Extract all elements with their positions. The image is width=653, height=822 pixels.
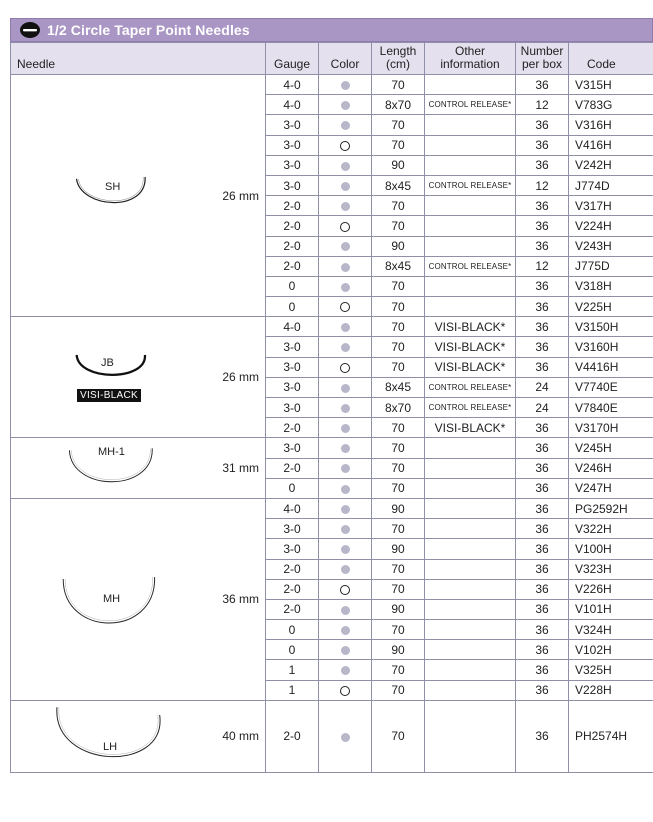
violet-dot-icon bbox=[341, 81, 350, 90]
gauge-cell: 3-0 bbox=[266, 377, 319, 397]
table-row bbox=[11, 317, 653, 337]
color-cell bbox=[319, 559, 372, 579]
needle-cell bbox=[11, 498, 213, 700]
other-info-cell bbox=[425, 640, 516, 660]
violet-dot-icon bbox=[341, 101, 350, 110]
color-cell bbox=[319, 317, 372, 337]
gauge-cell: 0 bbox=[266, 297, 319, 317]
violet-dot-icon bbox=[341, 121, 350, 130]
header-other bbox=[425, 43, 516, 75]
violet-dot-icon bbox=[341, 626, 350, 635]
length-cell: 70 bbox=[372, 680, 425, 700]
other-info-cell bbox=[425, 680, 516, 700]
other-info-cell bbox=[425, 216, 516, 236]
code-cell: V3170H bbox=[569, 418, 653, 438]
undyed-circle-icon bbox=[340, 686, 350, 696]
code-cell: V325H bbox=[569, 660, 653, 680]
length-cell: 90 bbox=[372, 640, 425, 660]
undyed-circle-icon bbox=[340, 585, 350, 595]
color-cell bbox=[319, 398, 372, 418]
gauge-cell: 3-0 bbox=[266, 519, 319, 539]
length-cell: 70 bbox=[372, 276, 425, 296]
color-cell bbox=[319, 498, 372, 518]
code-cell: V224H bbox=[569, 216, 653, 236]
other-info-cell bbox=[425, 559, 516, 579]
number-cell: 36 bbox=[516, 337, 569, 357]
length-cell: 8x45 bbox=[372, 256, 425, 276]
needle-cell bbox=[11, 700, 213, 772]
number-cell: 36 bbox=[516, 438, 569, 458]
color-cell bbox=[319, 438, 372, 458]
color-cell bbox=[319, 337, 372, 357]
code-cell: V322H bbox=[569, 519, 653, 539]
color-cell bbox=[319, 236, 372, 256]
number-cell: 36 bbox=[516, 458, 569, 478]
code-cell: V323H bbox=[569, 559, 653, 579]
color-cell bbox=[319, 579, 372, 599]
number-cell: 36 bbox=[516, 357, 569, 377]
other-info-cell: CONTROL RELEASE* bbox=[425, 256, 516, 276]
needle-type-label: LH bbox=[103, 740, 118, 753]
number-cell: 24 bbox=[516, 377, 569, 397]
gauge-cell: 1 bbox=[266, 660, 319, 680]
number-cell: 36 bbox=[516, 680, 569, 700]
violet-dot-icon bbox=[341, 485, 350, 494]
violet-dot-icon bbox=[341, 283, 350, 292]
length-cell: 70 bbox=[372, 297, 425, 317]
header-gauge: Gauge bbox=[266, 43, 319, 75]
length-cell: 70 bbox=[372, 458, 425, 478]
number-cell: 36 bbox=[516, 297, 569, 317]
color-cell bbox=[319, 357, 372, 377]
other-info-cell bbox=[425, 660, 516, 680]
gauge-cell: 3-0 bbox=[266, 175, 319, 195]
gauge-cell: 2-0 bbox=[266, 196, 319, 216]
number-cell: 36 bbox=[516, 317, 569, 337]
needle-size: 40 mm bbox=[213, 700, 266, 772]
number-cell: 36 bbox=[516, 539, 569, 559]
other-info-cell bbox=[425, 135, 516, 155]
header-other-line1: Other bbox=[454, 44, 485, 58]
number-cell: 36 bbox=[516, 478, 569, 498]
gauge-cell: 3-0 bbox=[266, 337, 319, 357]
violet-dot-icon bbox=[341, 733, 350, 742]
other-info-cell bbox=[425, 155, 516, 175]
number-cell: 12 bbox=[516, 256, 569, 276]
gauge-cell: 2-0 bbox=[266, 458, 319, 478]
code-cell: PH2574H bbox=[569, 700, 653, 772]
code-cell: V416H bbox=[569, 135, 653, 155]
undyed-circle-icon bbox=[340, 363, 350, 373]
length-cell: 70 bbox=[372, 216, 425, 236]
length-cell: 90 bbox=[372, 498, 425, 518]
number-cell: 36 bbox=[516, 559, 569, 579]
code-cell: V246H bbox=[569, 458, 653, 478]
other-info-cell bbox=[425, 276, 516, 296]
number-cell: 36 bbox=[516, 135, 569, 155]
gauge-cell: 2-0 bbox=[266, 599, 319, 619]
code-cell: J775D bbox=[569, 256, 653, 276]
other-info-cell bbox=[425, 539, 516, 559]
violet-dot-icon bbox=[341, 666, 350, 675]
color-cell bbox=[319, 660, 372, 680]
needle-type-label: JB bbox=[101, 357, 114, 370]
other-info-cell bbox=[425, 438, 516, 458]
code-cell: V225H bbox=[569, 297, 653, 317]
needle-size: 26 mm bbox=[213, 317, 266, 438]
code-cell: V3150H bbox=[569, 317, 653, 337]
gauge-cell: 2-0 bbox=[266, 216, 319, 236]
needle-size: 36 mm bbox=[213, 498, 266, 700]
violet-dot-icon bbox=[341, 162, 350, 171]
gauge-cell: 0 bbox=[266, 276, 319, 296]
color-cell bbox=[319, 256, 372, 276]
number-cell: 36 bbox=[516, 236, 569, 256]
number-cell: 36 bbox=[516, 599, 569, 619]
other-info-cell: CONTROL RELEASE* bbox=[425, 175, 516, 195]
length-cell: 90 bbox=[372, 155, 425, 175]
length-cell: 8x45 bbox=[372, 175, 425, 195]
number-cell: 24 bbox=[516, 398, 569, 418]
header-number-line1: Number bbox=[520, 44, 564, 58]
length-cell: 70 bbox=[372, 75, 425, 95]
violet-dot-icon bbox=[341, 545, 350, 554]
number-cell: 36 bbox=[516, 418, 569, 438]
color-cell bbox=[319, 75, 372, 95]
violet-dot-icon bbox=[341, 343, 350, 352]
visi-black-badge: VISI-BLACK bbox=[77, 389, 141, 402]
color-cell bbox=[319, 700, 372, 772]
violet-dot-icon bbox=[341, 646, 350, 655]
code-cell: V100H bbox=[569, 539, 653, 559]
gauge-cell: 3-0 bbox=[266, 357, 319, 377]
color-cell bbox=[319, 155, 372, 175]
gauge-cell: 2-0 bbox=[266, 256, 319, 276]
gauge-cell: 4-0 bbox=[266, 75, 319, 95]
number-cell: 36 bbox=[516, 700, 569, 772]
other-info-cell bbox=[425, 599, 516, 619]
needle-size: 31 mm bbox=[213, 438, 266, 499]
header-needle: Needle bbox=[11, 43, 266, 75]
length-cell: 70 bbox=[372, 135, 425, 155]
header-length bbox=[372, 43, 425, 75]
title-bar bbox=[10, 18, 653, 42]
header-number-line2: per box bbox=[521, 57, 563, 71]
number-cell: 36 bbox=[516, 519, 569, 539]
number-cell: 12 bbox=[516, 95, 569, 115]
undyed-circle-icon bbox=[340, 141, 350, 151]
color-cell bbox=[319, 216, 372, 236]
gauge-cell: 0 bbox=[266, 620, 319, 640]
length-cell: 70 bbox=[372, 115, 425, 135]
needle-type-label: MH-1 bbox=[98, 446, 125, 459]
other-info-cell: CONTROL RELEASE* bbox=[425, 398, 516, 418]
other-info-cell: CONTROL RELEASE* bbox=[425, 95, 516, 115]
other-info-cell: VISI-BLACK* bbox=[425, 317, 516, 337]
number-cell: 36 bbox=[516, 216, 569, 236]
gauge-cell: 4-0 bbox=[266, 317, 319, 337]
other-info-cell bbox=[425, 519, 516, 539]
code-cell: V7840E bbox=[569, 398, 653, 418]
gauge-cell: 2-0 bbox=[266, 579, 319, 599]
page-title: 1/2 Circle Taper Point Needles bbox=[47, 22, 250, 38]
table-header-row bbox=[11, 43, 653, 75]
header-length-line1: Length bbox=[379, 44, 417, 58]
other-info-cell bbox=[425, 75, 516, 95]
number-cell: 36 bbox=[516, 640, 569, 660]
length-cell: 70 bbox=[372, 196, 425, 216]
color-cell bbox=[319, 297, 372, 317]
other-info-cell bbox=[425, 115, 516, 135]
code-cell: V4416H bbox=[569, 357, 653, 377]
length-cell: 70 bbox=[372, 700, 425, 772]
length-cell: 70 bbox=[372, 620, 425, 640]
code-cell: V7740E bbox=[569, 377, 653, 397]
violet-dot-icon bbox=[341, 202, 350, 211]
length-cell: 70 bbox=[372, 660, 425, 680]
color-cell bbox=[319, 539, 372, 559]
number-cell: 36 bbox=[516, 155, 569, 175]
lh-needle-icon bbox=[11, 701, 213, 772]
code-cell: V324H bbox=[569, 620, 653, 640]
needle-cell bbox=[11, 317, 213, 438]
table-row bbox=[11, 438, 653, 458]
color-cell bbox=[319, 620, 372, 640]
table-row bbox=[11, 700, 653, 772]
needle-cell bbox=[11, 438, 213, 499]
length-cell: 90 bbox=[372, 539, 425, 559]
color-cell bbox=[319, 519, 372, 539]
number-cell: 36 bbox=[516, 620, 569, 640]
gauge-cell: 3-0 bbox=[266, 438, 319, 458]
code-cell: V3160H bbox=[569, 337, 653, 357]
violet-dot-icon bbox=[341, 505, 350, 514]
undyed-circle-icon bbox=[340, 222, 350, 232]
gauge-cell: 4-0 bbox=[266, 95, 319, 115]
length-cell: 8x70 bbox=[372, 95, 425, 115]
table-body bbox=[11, 75, 653, 773]
violet-dot-icon bbox=[341, 384, 350, 393]
color-cell bbox=[319, 175, 372, 195]
code-cell: V317H bbox=[569, 196, 653, 216]
length-cell: 70 bbox=[372, 478, 425, 498]
violet-dot-icon bbox=[341, 606, 350, 615]
number-cell: 36 bbox=[516, 579, 569, 599]
other-info-cell bbox=[425, 620, 516, 640]
violet-dot-icon bbox=[341, 242, 350, 251]
color-cell bbox=[319, 377, 372, 397]
header-color: Color bbox=[319, 43, 372, 75]
gauge-cell: 0 bbox=[266, 640, 319, 660]
violet-dot-icon bbox=[341, 444, 350, 453]
other-info-cell bbox=[425, 458, 516, 478]
violet-dot-icon bbox=[341, 263, 350, 272]
code-cell: V242H bbox=[569, 155, 653, 175]
undyed-circle-icon bbox=[340, 302, 350, 312]
length-cell: 70 bbox=[372, 317, 425, 337]
gauge-cell: 3-0 bbox=[266, 135, 319, 155]
code-cell: J774D bbox=[569, 175, 653, 195]
length-cell: 70 bbox=[372, 418, 425, 438]
violet-dot-icon bbox=[341, 525, 350, 534]
violet-dot-icon bbox=[341, 404, 350, 413]
color-cell bbox=[319, 599, 372, 619]
gauge-cell: 2-0 bbox=[266, 236, 319, 256]
number-cell: 36 bbox=[516, 115, 569, 135]
code-cell: V245H bbox=[569, 438, 653, 458]
gauge-cell: 1 bbox=[266, 680, 319, 700]
number-cell: 36 bbox=[516, 75, 569, 95]
color-cell bbox=[319, 478, 372, 498]
color-cell bbox=[319, 135, 372, 155]
table-row bbox=[11, 498, 653, 518]
violet-dot-icon bbox=[341, 182, 350, 191]
header-length-line2: (cm) bbox=[386, 57, 410, 71]
other-info-cell bbox=[425, 297, 516, 317]
color-cell bbox=[319, 458, 372, 478]
color-cell bbox=[319, 680, 372, 700]
needle-table bbox=[10, 42, 653, 773]
color-cell bbox=[319, 418, 372, 438]
color-cell bbox=[319, 276, 372, 296]
other-info-cell bbox=[425, 478, 516, 498]
number-cell: 36 bbox=[516, 660, 569, 680]
violet-dot-icon bbox=[341, 424, 350, 433]
code-cell: V243H bbox=[569, 236, 653, 256]
length-cell: 70 bbox=[372, 519, 425, 539]
other-info-cell bbox=[425, 196, 516, 216]
length-cell: 70 bbox=[372, 357, 425, 377]
gauge-cell: 2-0 bbox=[266, 700, 319, 772]
gauge-cell: 2-0 bbox=[266, 559, 319, 579]
code-cell: V315H bbox=[569, 75, 653, 95]
needle-catalog-sheet bbox=[10, 18, 653, 773]
gauge-cell: 3-0 bbox=[266, 539, 319, 559]
other-info-cell: VISI-BLACK* bbox=[425, 418, 516, 438]
length-cell: 70 bbox=[372, 579, 425, 599]
other-info-cell: CONTROL RELEASE* bbox=[425, 377, 516, 397]
code-cell: V101H bbox=[569, 599, 653, 619]
color-cell bbox=[319, 95, 372, 115]
header-code: Code bbox=[569, 43, 653, 75]
needle-cell bbox=[11, 75, 213, 317]
code-cell: V228H bbox=[569, 680, 653, 700]
gauge-cell: 0 bbox=[266, 478, 319, 498]
code-cell: V226H bbox=[569, 579, 653, 599]
gauge-cell: 4-0 bbox=[266, 498, 319, 518]
code-cell: PG2592H bbox=[569, 498, 653, 518]
header-number bbox=[516, 43, 569, 75]
other-info-cell bbox=[425, 236, 516, 256]
code-cell: V783G bbox=[569, 95, 653, 115]
gauge-cell: 3-0 bbox=[266, 398, 319, 418]
code-cell: V102H bbox=[569, 640, 653, 660]
needle-logo-icon bbox=[19, 21, 41, 39]
jb-needle-icon bbox=[11, 317, 213, 437]
header-other-line2: information bbox=[440, 57, 500, 71]
length-cell: 70 bbox=[372, 559, 425, 579]
length-cell: 8x70 bbox=[372, 398, 425, 418]
needle-size: 26 mm bbox=[213, 75, 266, 317]
length-cell: 90 bbox=[372, 599, 425, 619]
length-cell: 70 bbox=[372, 337, 425, 357]
other-info-cell: VISI-BLACK* bbox=[425, 357, 516, 377]
code-cell: V247H bbox=[569, 478, 653, 498]
color-cell bbox=[319, 196, 372, 216]
length-cell: 70 bbox=[372, 438, 425, 458]
length-cell: 8x45 bbox=[372, 377, 425, 397]
table-row bbox=[11, 75, 653, 95]
code-cell: V316H bbox=[569, 115, 653, 135]
gauge-cell: 3-0 bbox=[266, 115, 319, 135]
other-info-cell bbox=[425, 700, 516, 772]
code-cell: V318H bbox=[569, 276, 653, 296]
color-cell bbox=[319, 640, 372, 660]
needle-type-label: MH bbox=[103, 592, 121, 605]
other-info-cell: VISI-BLACK* bbox=[425, 337, 516, 357]
other-info-cell bbox=[425, 579, 516, 599]
length-cell: 90 bbox=[372, 236, 425, 256]
violet-dot-icon bbox=[341, 323, 350, 332]
number-cell: 36 bbox=[516, 196, 569, 216]
violet-dot-icon bbox=[341, 464, 350, 473]
sh-needle-icon bbox=[11, 75, 213, 316]
number-cell: 12 bbox=[516, 175, 569, 195]
violet-dot-icon bbox=[341, 565, 350, 574]
number-cell: 36 bbox=[516, 276, 569, 296]
other-info-cell bbox=[425, 498, 516, 518]
color-cell bbox=[319, 115, 372, 135]
gauge-cell: 3-0 bbox=[266, 155, 319, 175]
needle-type-label: SH bbox=[105, 181, 121, 193]
gauge-cell: 2-0 bbox=[266, 418, 319, 438]
number-cell: 36 bbox=[516, 498, 569, 518]
